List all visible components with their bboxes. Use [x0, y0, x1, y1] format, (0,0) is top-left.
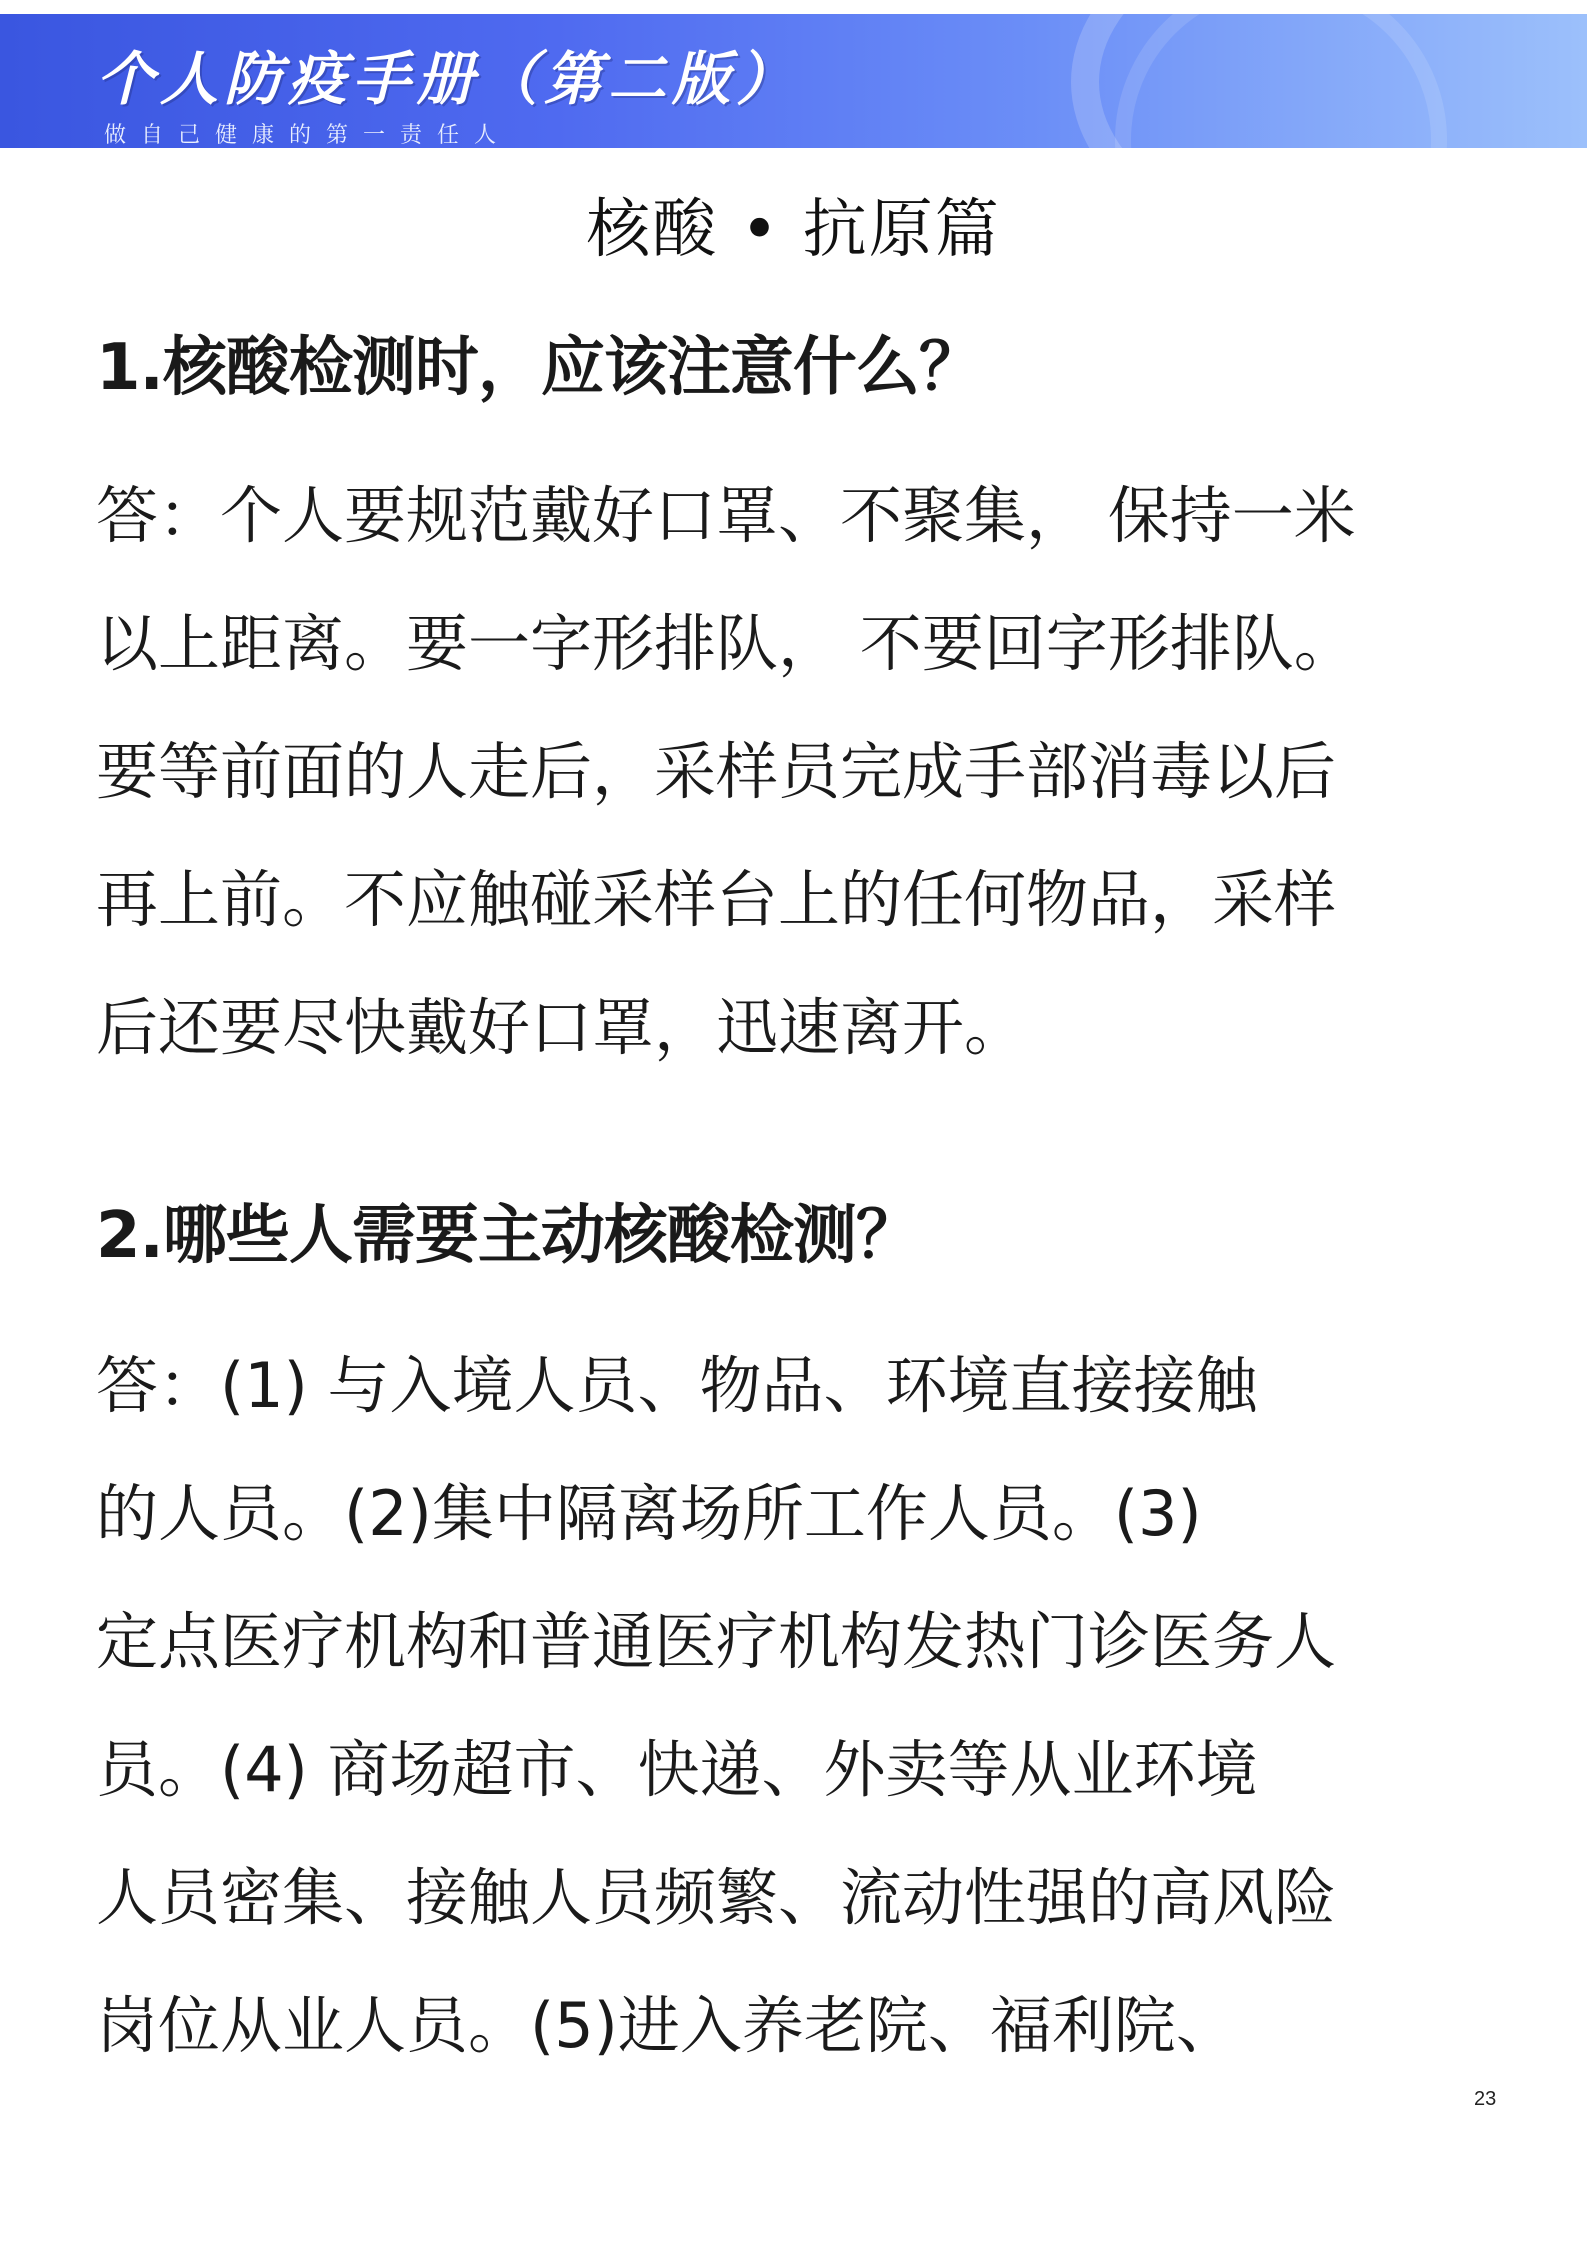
answer-line: 的人员。(2)集中隔离场所工作人员。(3) [96, 1477, 1202, 1550]
answer-line: 人员密集、接触人员频繁、流动性强的高风险 [96, 1861, 1337, 1934]
section-title: 核酸 • 抗原篇 [586, 193, 1001, 267]
answer-2 [96, 1322, 1496, 2090]
answer-line: 答：(1) 与入境人员、物品、环境直接接触 [96, 1349, 1258, 1422]
answer-line: 答：个人要规范戴好口罩、不聚集， 保持一米 [96, 479, 1356, 552]
answer-line: 后还要尽快戴好口罩，迅速离开。 [96, 991, 1027, 1064]
page-number: 23 [1474, 2088, 1497, 2110]
handbook-title: 个人防疫手册（第二版） [96, 45, 801, 113]
answer-line: 员。(4) 商场超市、快递、外卖等从业环境 [96, 1733, 1258, 1806]
answer-line: 岗位从业人员。(5)进入养老院、福利院、 [96, 1989, 1238, 2062]
handbook-subtitle: 做自己健康的第一责任人 [104, 123, 512, 148]
answer-line: 以上距离。要一字形排队， 不要回字形排队。 [96, 607, 1356, 680]
banner-decoration-ring-inner [1115, 14, 1447, 148]
question-2-heading: 2.哪些人需要主动核酸检测？ [96, 1199, 919, 1273]
answer-1 [96, 452, 1496, 1092]
question-1-heading: 1.核酸检测时，应该注意什么？ [96, 331, 982, 405]
answer-line: 定点医疗机构和普通医疗机构发热门诊医务人 [96, 1605, 1337, 1678]
answer-line: 要等前面的人走后，采样员完成手部消毒以后 [96, 735, 1337, 808]
header-banner [0, 14, 1587, 148]
answer-line: 再上前。不应触碰采样台上的任何物品，采样 [96, 863, 1337, 936]
